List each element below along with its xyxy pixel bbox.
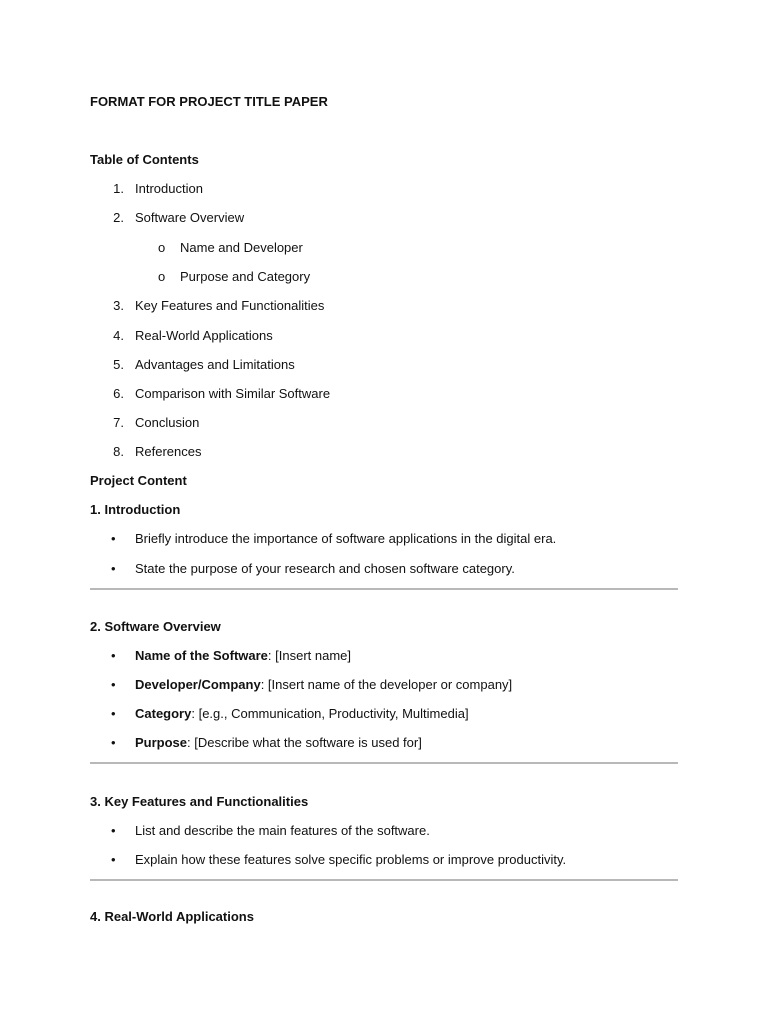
toc-heading: Table of Contents [90, 152, 199, 167]
horizontal-rule [90, 879, 678, 881]
toc-item-introduction: Introduction [135, 181, 203, 196]
bullet-value: : [Describe what the software is used for] [187, 735, 422, 750]
bullet-category [135, 706, 469, 722]
project-content-heading: Project Content [90, 473, 187, 488]
bullet-value: : [Insert name] [267, 648, 352, 663]
toc-sub-item-purpose-category: Purpose and Category [180, 269, 311, 284]
bullet-text: State the purpose of your research and chosen software category. [135, 561, 515, 576]
bullet-marker: • [111, 531, 116, 546]
section-heading-software-overview: 2. Software Overview [90, 619, 221, 634]
bullet-marker: • [111, 648, 116, 663]
bullet-value: : [e.g., Communication, Productivity, Multimedia] [191, 706, 469, 721]
toc-sub-marker: o [158, 269, 166, 284]
toc-item-conclusion: Conclusion [135, 415, 200, 430]
bullet-label: Category [135, 706, 192, 721]
toc-sub-item-name-developer: Name and Developer [180, 240, 303, 255]
toc-item-number: 5. [113, 357, 124, 372]
bullet-marker: • [111, 706, 116, 721]
toc-item-key-features: Key Features and Functionalities [135, 298, 325, 313]
bullet-value: : [Insert name of the developer or company] [260, 677, 513, 692]
toc-item-number: 4. [113, 328, 124, 343]
bullet-marker: • [111, 823, 116, 838]
bullet-label: Name of the Software [135, 648, 268, 663]
bullet-label: Purpose [135, 735, 188, 750]
bullet-marker: • [111, 852, 116, 867]
section-heading-key-features: 3. Key Features and Functionalities [90, 794, 309, 809]
section-heading-real-world-applications: 4. Real-World Applications [90, 909, 254, 924]
toc-item-number: 2. [113, 210, 124, 225]
bullet-label: Developer/Company [135, 677, 261, 692]
toc-item-number: 1. [113, 181, 124, 196]
bullet-marker: • [111, 561, 116, 576]
toc-sub-marker: o [158, 240, 166, 255]
section-heading-introduction: 1. Introduction [90, 502, 181, 517]
bullet-text: List and describe the main features of the software. [135, 823, 430, 838]
toc-item-software-overview: Software Overview [135, 210, 245, 225]
bullet-developer-company [135, 677, 512, 693]
toc-item-number: 3. [113, 298, 124, 313]
bullet-purpose [135, 735, 422, 751]
toc-item-number: 8. [113, 444, 124, 459]
toc-item-comparison: Comparison with Similar Software [135, 386, 331, 401]
toc-item-number: 7. [113, 415, 124, 430]
toc-item-advantages-limitations: Advantages and Limitations [135, 357, 295, 372]
bullet-name-of-software [135, 648, 351, 664]
bullet-text: Briefly introduce the importance of software applications in the digital era. [135, 531, 557, 546]
bullet-marker: • [111, 735, 116, 750]
toc-item-real-world-applications: Real-World Applications [135, 328, 273, 343]
toc-item-references: References [135, 444, 202, 459]
bullet-text: Explain how these features solve specific problems or improve productivity. [135, 852, 567, 867]
horizontal-rule [90, 588, 678, 590]
toc-item-number: 6. [113, 386, 124, 401]
document-title: FORMAT FOR PROJECT TITLE PAPER [90, 94, 328, 109]
bullet-marker: • [111, 677, 116, 692]
horizontal-rule [90, 762, 678, 764]
